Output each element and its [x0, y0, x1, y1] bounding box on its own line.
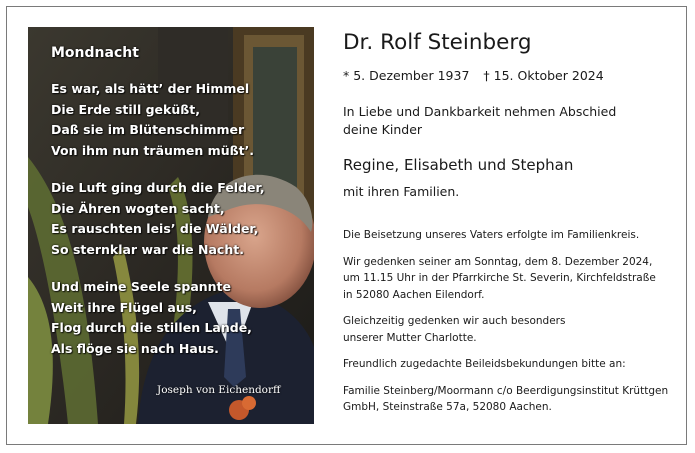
obituary-text: [343, 28, 673, 426]
poem-line: Daß sie im Blütenschimmer: [51, 122, 245, 137]
mother-line: Gleichzeitig gedenken wir auch besonders: [343, 315, 566, 327]
poem-line: Als flöge sie nach Haus.: [51, 340, 219, 356]
address-line: GmbH, Steinstraße 57a, 52080 Aachen.: [343, 401, 552, 413]
farewell-line: deine Kinder: [343, 122, 423, 137]
poem-line: Die Luft ging durch die Felder,: [51, 180, 265, 195]
life-dates: [343, 67, 673, 85]
poem-line: Es rauschten leis’ die Wälder,: [51, 221, 259, 236]
burial-line: Die Beisetzung unseres Vaters erfolgte im Familienkreis.: [343, 229, 640, 241]
poem-stanza: [51, 178, 301, 260]
deceased-name: Dr. Rolf Steinberg: [343, 30, 532, 55]
poem-stanza: [51, 79, 301, 161]
farewell-line: In Liebe und Dankbarkeit nehmen Abschied: [343, 104, 617, 119]
farewell-text: [343, 103, 673, 139]
families-text: mit ihren Familien.: [343, 184, 460, 199]
children-names: Regine, Elisabeth und Stephan: [343, 156, 574, 174]
poem-line: Von ihm nun träumen müßt’.: [51, 142, 255, 158]
poem: [51, 44, 301, 376]
poem-line: Es war, als hätt’ der Himmel: [51, 81, 250, 96]
poem-title: Mondnacht: [51, 45, 139, 61]
burial-text: [343, 227, 673, 244]
service-line: in 52080 Aachen Eilendorf.: [343, 288, 485, 301]
poem-line: So sternklar war die Nacht.: [51, 241, 244, 257]
condolence-address: [343, 383, 673, 416]
birth-date: * 5. Dezember 1937: [343, 68, 470, 83]
poem-stanza: [51, 277, 301, 359]
service-text: [343, 254, 673, 304]
death-date: † 15. Oktober 2024: [483, 68, 604, 83]
mother-remembrance: [343, 313, 673, 346]
condolence-intro-line: Freundlich zugedachte Beileidsbekundungen bitte an:: [343, 358, 626, 370]
poem-line: Flog durch die stillen Lande,: [51, 320, 252, 335]
poem-line: Die Ähren wogten sacht,: [51, 200, 225, 216]
poem-author: Joseph von Eichendorff: [157, 384, 281, 396]
address-line: Familie Steinberg/Moormann c/o Beerdigungsinstitut Krüttgen: [343, 384, 669, 397]
mother-line: unserer Mutter Charlotte.: [343, 331, 477, 344]
service-line: Wir gedenken seiner am Sonntag, dem 8. Dezember 2024,: [343, 255, 653, 268]
poem-line: Weit ihre Flügel aus,: [51, 299, 197, 315]
poem-line: Die Erde still geküßt,: [51, 101, 200, 117]
poem-line: Und meine Seele spannte: [51, 279, 232, 294]
service-line: um 11.15 Uhr in der Pfarrkirche St. Severin, Kirchfeldstraße: [343, 272, 656, 284]
condolence-intro: [343, 356, 673, 373]
